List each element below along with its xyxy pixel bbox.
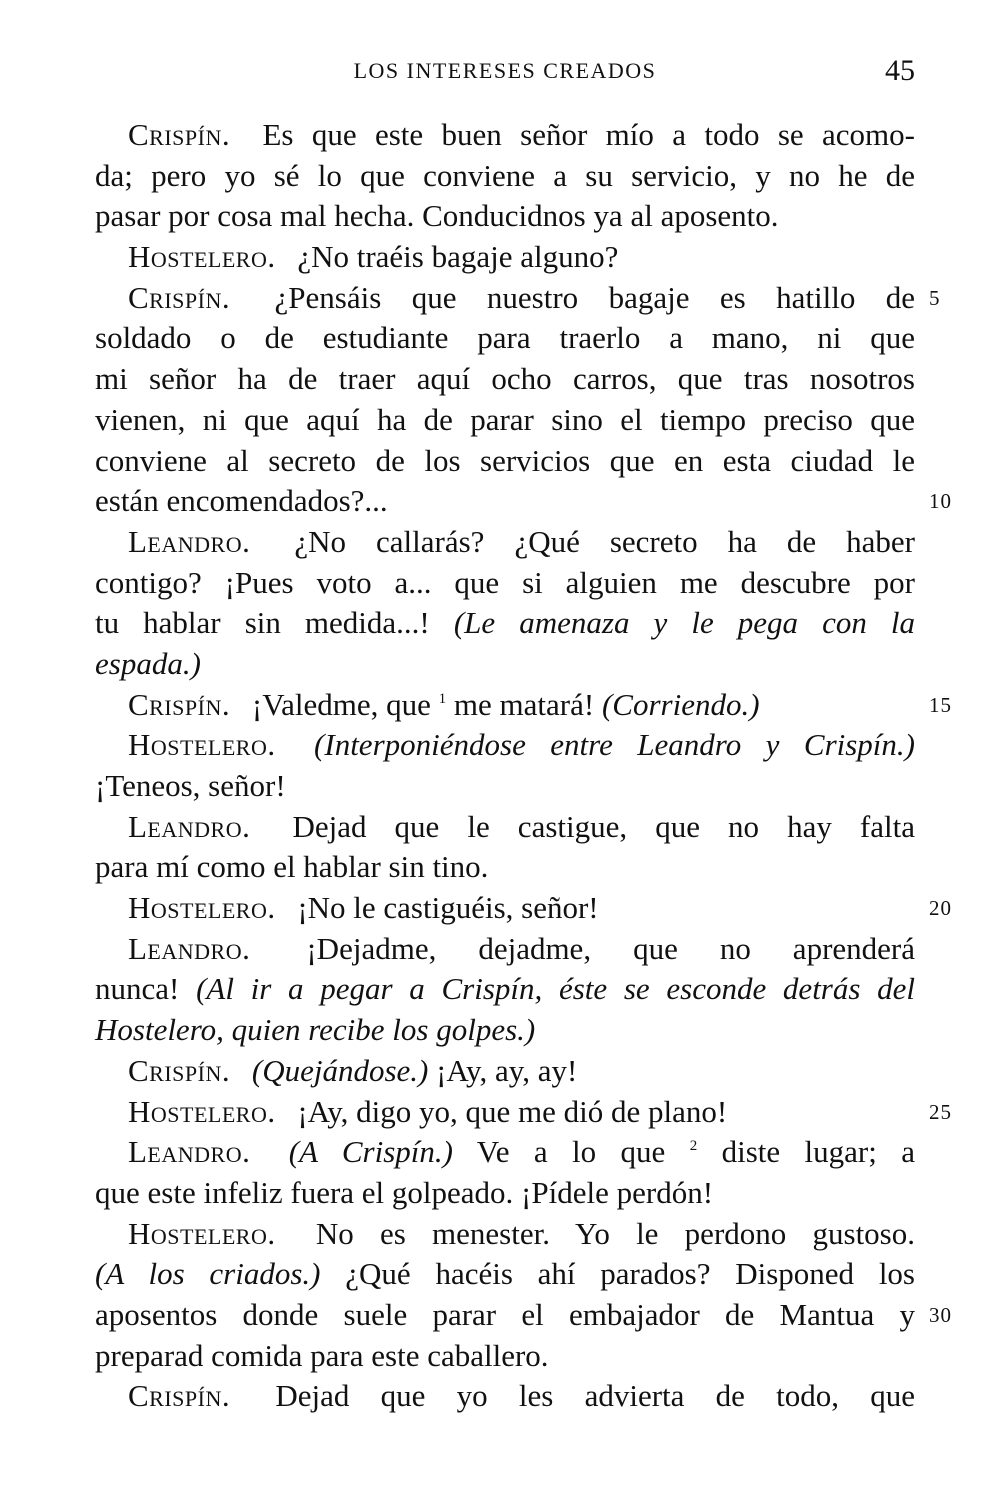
text-line [95,1254,915,1295]
stage-direction: (Corriendo.) [601,686,760,722]
stage-direction: Hostelero, quien recibe los golpes.) [95,1012,536,1048]
line-number: 15 [929,692,952,717]
text-line [95,685,952,726]
text-line [95,1214,915,1255]
text-line [95,1132,915,1173]
speaker-name: Leandro. [128,1134,251,1170]
text-line [95,1376,915,1417]
text-line [95,1092,952,1133]
text-line [95,563,915,604]
stage-direction: (Quejándose.) [251,1052,429,1088]
text-line [95,400,915,441]
dialogue-text: conviene al secreto de los servicios que en esta ciudad le [95,442,915,478]
dialogue-text: están encomendados?... [95,483,388,519]
text-line [95,847,915,888]
dialogue-text: Dejad que le castigue, que no hay falta [292,808,915,844]
text-line [95,1173,915,1214]
text-line [95,807,915,848]
line-number: 20 [929,896,952,921]
dialogue-text: ¡Dejadme, dejadme, que no aprenderá [306,930,915,966]
text-line [95,481,952,522]
speaker-name: Leandro. [128,808,251,844]
speaker-name: Hostelero. [128,1093,276,1129]
dialogue-text: ¡Ay, digo yo, que me dió de plano! [297,1093,728,1129]
text-line [95,1336,915,1377]
speaker-name: Crispín. [128,1378,231,1414]
stage-direction: espada.) [95,645,201,681]
speaker-name: Crispín. [128,117,231,152]
dialogue-text: preparad comida para este caballero. [95,1337,549,1373]
text-line [95,156,915,197]
dialogue-text: pasar por cosa mal hecha. Conducidnos ya al aposento. [95,198,779,234]
stage-direction: (Al ir a pegar a Crispín, éste se esconde detrás del [196,971,916,1007]
speaker-name: Hostelero. [128,727,276,763]
dialogue-text: que este infeliz fuera el golpeado. ¡Pídele perdón! [95,1174,714,1210]
speaker-name: Leandro. [128,930,251,966]
dialogue-text: No es menester. Yo le perdono gustoso. [315,1215,915,1251]
dialogue-text: ¿Pensáis que nuestro bagaje es hatillo de [274,279,915,315]
speaker-name: Hostelero. [128,1215,276,1251]
dialogue-text: ¡Valedme, que [251,686,431,722]
text-line [95,318,915,359]
text-line [95,969,915,1010]
speaker-name: Leandro. [128,523,251,559]
dialogue-text: ¿Qué hacéis ahí parados? Disponed los [345,1256,916,1292]
text-line [95,603,915,644]
page-number: 45 [885,54,915,87]
stage-direction: (Interponiéndose entre Leandro y Crispín.) [314,727,915,763]
dialogue-text: Es que este buen señor mío a todo se acomo- [262,117,915,152]
dialogue-text: ¿No callarás? ¿Qué secreto ha de haber [294,523,916,559]
text-line [95,278,941,319]
text-line [95,237,915,278]
stage-direction: (A Crispín.) [288,1134,453,1170]
text-line [95,115,915,156]
text-line [95,1010,915,1051]
dialogue-text: tu hablar sin medida...! [95,605,430,641]
text-line [95,766,915,807]
dialogue-text: Ve a lo que [476,1134,666,1170]
dialogue-text: diste lugar; a [721,1134,915,1170]
speaker-name: Crispín. [128,279,231,315]
dialogue-text: da; pero yo sé lo que conviene a su servicio, y no he de [95,157,915,193]
play-text [95,115,952,1417]
footnote-marker: 1 [438,690,447,707]
line-number: 5 [929,285,941,310]
running-title: LOS INTERESES CREADOS [353,58,657,83]
dialogue-text: ¿No traéis bagaje alguno? [297,239,619,275]
text-line [95,1051,915,1092]
text-line [95,644,915,685]
line-number: 10 [929,489,952,514]
text-line [95,725,915,766]
text-line [95,441,915,482]
footnote-marker: 2 [689,1138,698,1155]
text-line [95,888,952,929]
text-line [95,1295,952,1336]
line-number: 30 [929,1302,952,1327]
running-header [95,56,915,96]
speaker-name: Crispín. [128,1052,231,1088]
dialogue-text: me matará! [453,686,595,722]
dialogue-text: soldado o de estudiante para traerlo a mano, ni que [95,320,915,356]
dialogue-text: ¡No le castiguéis, señor! [297,890,599,926]
dialogue-text: mi señor ha de traer aquí ocho carros, que tras nosotros [95,361,915,397]
dialogue-text: ¡Ay, ay, ay! [436,1052,578,1088]
dialogue-text: contigo? ¡Pues voto a... que si alguien me descubre por [95,564,915,600]
line-number: 25 [929,1099,952,1124]
text-line [95,196,915,237]
dialogue-text: para mí como el hablar sin tino. [95,849,489,885]
speaker-name: Hostelero. [128,890,276,926]
text-line [95,929,915,970]
dialogue-text: Dejad que yo les advierta de todo, que [275,1378,916,1414]
dialogue-text: aposentos donde suele parar el embajador de Mantua y [95,1296,915,1332]
dialogue-text: nunca! [95,971,180,1007]
dialogue-text: ¡Teneos, señor! [95,768,286,803]
text-line [95,359,915,400]
dialogue-text: vienen, ni que aquí ha de parar sino el tiempo preciso que [95,401,915,437]
stage-direction: (A los criados.) [95,1256,321,1292]
text-line [95,522,915,563]
speaker-name: Crispín. [128,686,231,722]
stage-direction: (Le amenaza y le pega con la [453,605,916,641]
speaker-name: Hostelero. [128,239,276,275]
